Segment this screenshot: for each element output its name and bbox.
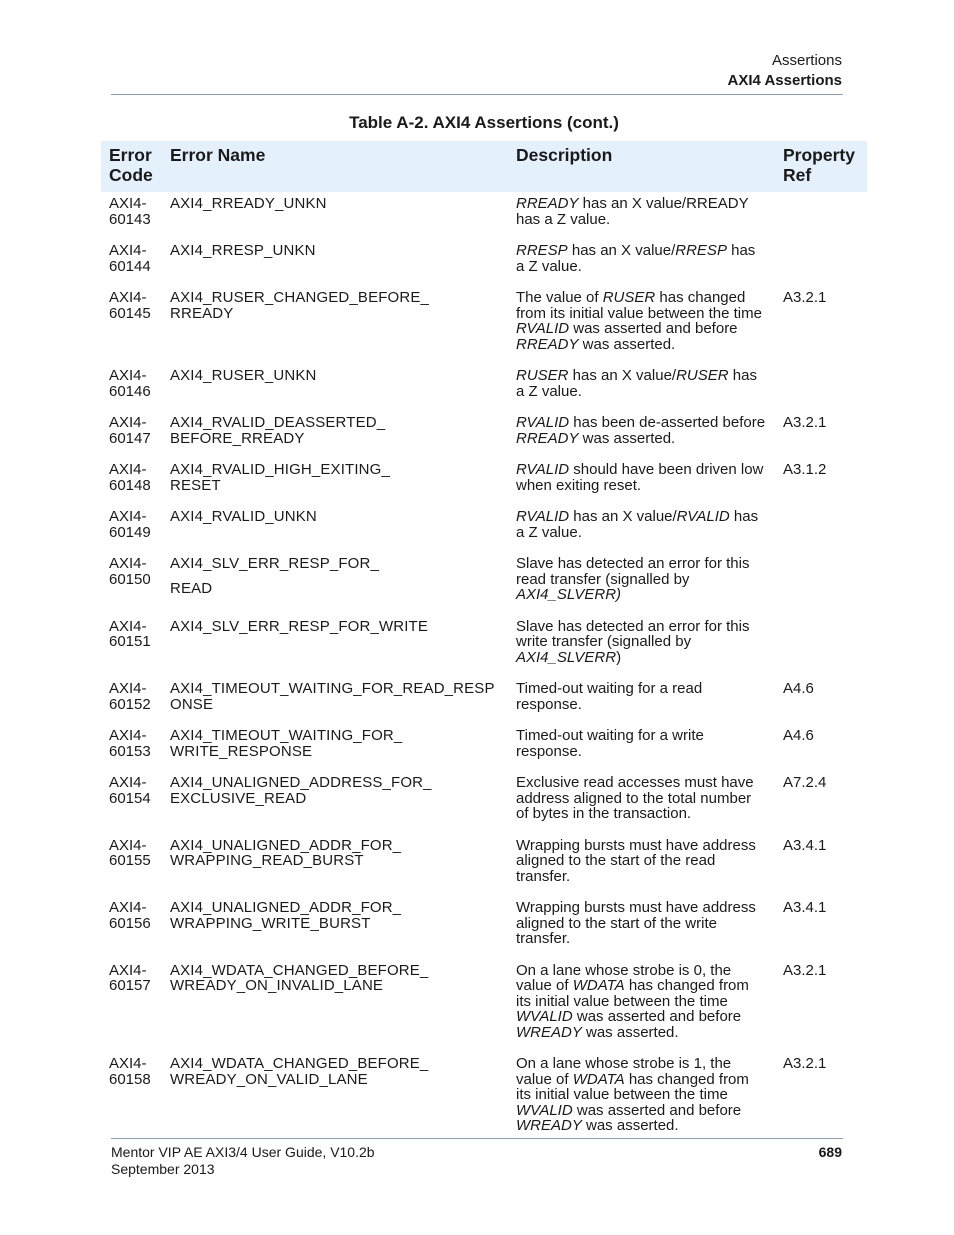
table-row: [101, 771, 867, 834]
error-code-part: AXI4-: [109, 727, 147, 744]
signal-name: RUSER: [676, 367, 729, 384]
error-code-part: AXI4-: [109, 367, 147, 384]
table-row: [101, 552, 867, 615]
signal-name: WREADY: [516, 1117, 582, 1134]
description-text: Wrapping bursts must have address aligned to the start of the read transfer.: [516, 836, 756, 885]
description-cell: [508, 1052, 775, 1146]
section-title: AXI4 Assertions: [727, 72, 842, 89]
error-name-part: ONSE: [170, 695, 214, 713]
property-ref-cell: [775, 192, 867, 239]
error-code-part: 60152: [109, 695, 151, 713]
error-name-part: AXI4_WDATA_CHANGED_BEFORE_: [170, 961, 429, 979]
footer-rule: [111, 1138, 843, 1139]
description-text: The value of: [516, 289, 603, 306]
table-row: [101, 896, 867, 959]
description-text: was asserted.: [578, 429, 676, 447]
description-cell: [508, 364, 775, 411]
error-name-part: WRITE_RESPONSE: [170, 742, 313, 760]
description-text: ): [616, 648, 622, 666]
error-code-cell: [101, 286, 162, 364]
error-code-part: AXI4-: [109, 289, 147, 306]
header-rule: [111, 94, 843, 95]
error-code-part: AXI4-: [109, 680, 147, 697]
signal-name: RVALID: [516, 461, 570, 478]
error-code-cell: [101, 411, 162, 458]
error-name-part: AXI4_RVALID_HIGH_EXITING_: [170, 461, 390, 478]
error-code-cell: [101, 192, 162, 239]
error-code-part: 60157: [109, 977, 151, 994]
signal-name: RVALID: [516, 508, 570, 525]
error-code-cell: [101, 364, 162, 411]
description-text: Timed-out waiting for a read response.: [516, 680, 703, 713]
property-ref-cell: A4.6: [783, 680, 814, 697]
error-name-cell: [162, 724, 508, 771]
column-header-property-ref: [775, 141, 867, 192]
error-code-part: 60143: [109, 210, 151, 228]
table-row: [101, 677, 867, 724]
error-name-part: WRAPPING_WRITE_BURST: [170, 914, 371, 932]
description-text: has a Z value.: [516, 367, 757, 400]
error-code-cell: [101, 834, 162, 897]
property-ref-cell: [775, 505, 867, 552]
description-cell: [508, 677, 775, 724]
table-row: [101, 615, 867, 678]
error-code-cell: [101, 677, 162, 724]
error-name-cell: [162, 505, 508, 552]
property-ref-cell: A4.6: [783, 727, 814, 744]
error-name-cell: [162, 286, 508, 364]
error-code-part: AXI4-: [109, 461, 147, 478]
description-text: has an X value/: [567, 242, 676, 259]
signal-name: RRESP: [675, 242, 727, 259]
error-name-part: READ: [170, 579, 213, 597]
error-code-cell: [101, 896, 162, 959]
description-cell: [508, 192, 775, 239]
error-name-part: AXI4_RVALID_UNKN: [170, 508, 317, 525]
error-name-part: AXI4_SLV_ERR_RESP_FOR_: [170, 555, 379, 572]
error-name-part: WRAPPING_READ_BURST: [170, 852, 364, 869]
description-cell: [508, 771, 775, 834]
signal-name: WREADY: [516, 1023, 582, 1041]
assertions-table: [101, 141, 867, 1146]
error-name-cell: [162, 834, 508, 897]
description-cell: [508, 615, 775, 678]
error-name-part: AXI4_RRESP_UNKN: [170, 242, 316, 259]
signal-name: RREADY: [516, 335, 579, 353]
error-name-cell: [162, 552, 508, 615]
error-code-part: 60146: [109, 382, 151, 400]
column-header-error-name: Error Name: [162, 141, 508, 192]
table-row: [101, 239, 867, 286]
table-row: [101, 286, 867, 364]
error-name-part: AXI4_UNALIGNED_ADDRESS_FOR_: [170, 774, 432, 791]
signal-name: AXI4_SLVERR: [516, 648, 617, 666]
column-header-description: Description: [508, 141, 775, 192]
error-name-part: RREADY: [170, 304, 234, 322]
description-cell: [508, 724, 775, 771]
footer-info: [111, 1144, 375, 1178]
column-header-error-code: [101, 141, 162, 192]
property-ref-cell: A3.2.1: [783, 414, 827, 431]
column-header-property-ref-line1: Property: [783, 145, 855, 165]
error-code-part: AXI4-: [109, 774, 147, 791]
error-name-part: WREADY_ON_VALID_LANE: [170, 1070, 368, 1088]
error-name-part: AXI4_RUSER_UNKN: [170, 367, 317, 384]
description-text: On a lane whose strobe is 0, the value of: [516, 961, 732, 994]
table-row: [101, 959, 867, 1053]
property-ref-cell: [775, 364, 867, 411]
description-text: has changed from its initial value between the time: [516, 977, 749, 1010]
error-name-part: AXI4_RVALID_DEASSERTED_: [170, 414, 386, 431]
error-name-cell: [162, 192, 508, 239]
property-ref-cell: [775, 615, 867, 678]
signal-name: WVALID: [516, 1101, 573, 1119]
error-code-part: AXI4-: [109, 195, 147, 212]
error-code-part: 60158: [109, 1070, 151, 1088]
property-ref-cell: A3.4.1: [783, 836, 827, 854]
error-code-part: 60147: [109, 429, 151, 447]
signal-name: RVALID: [516, 414, 570, 431]
error-name-part: WREADY_ON_INVALID_LANE: [170, 977, 384, 994]
description-cell: [508, 239, 775, 286]
table-row: [101, 505, 867, 552]
error-name-part: EXCLUSIVE_READ: [170, 789, 307, 807]
description-cell: [508, 411, 775, 458]
page-number: 689: [818, 1144, 842, 1160]
description-text: was asserted.: [581, 1023, 679, 1041]
error-code-part: 60149: [109, 523, 151, 541]
signal-name: WDATA: [572, 1070, 625, 1088]
signal-name: RRESP: [516, 242, 568, 259]
error-name-part: AXI4_TIMEOUT_WAITING_FOR_: [170, 727, 403, 744]
error-code-part: 60155: [109, 852, 151, 869]
description-text: has an X value/RREADY has a Z value.: [516, 195, 749, 228]
description-text: Timed-out waiting for a write response.: [516, 727, 704, 760]
error-name-cell: [162, 677, 508, 724]
error-code-part: 60156: [109, 914, 151, 932]
error-code-part: 60144: [109, 257, 151, 275]
description-text: was asserted and before: [572, 1008, 742, 1025]
table-row: [101, 411, 867, 458]
error-code-cell: [101, 771, 162, 834]
description-text: has changed from its initial value between the time: [516, 289, 762, 322]
description-text: was asserted.: [581, 1117, 679, 1134]
signal-name: RUSER: [516, 367, 569, 384]
description-cell: [508, 505, 775, 552]
description-text: has been de-asserted before: [569, 414, 766, 431]
description-text: has a Z value.: [516, 242, 756, 275]
error-code-cell: [101, 552, 162, 615]
signal-name: RUSER: [602, 289, 656, 306]
error-code-part: AXI4-: [109, 617, 147, 635]
error-name-part: AXI4_RUSER_CHANGED_BEFORE_: [170, 289, 429, 306]
error-name-part: AXI4_SLV_ERR_RESP_FOR_WRITE: [170, 617, 429, 635]
description-text: was asserted.: [578, 335, 676, 353]
table-row: [101, 834, 867, 897]
error-code-cell: [101, 458, 162, 505]
error-code-part: AXI4-: [109, 508, 147, 525]
table-title: Table A-2. AXI4 Assertions (cont.): [349, 113, 619, 132]
description-text: should have been driven low when exiting reset.: [516, 461, 764, 494]
error-name-part: AXI4_RREADY_UNKN: [170, 195, 327, 212]
running-header: [728, 51, 843, 91]
error-name-part: AXI4_TIMEOUT_WAITING_FOR_READ_RESP: [170, 680, 495, 697]
property-ref-cell: A3.2.1: [783, 961, 827, 979]
error-name-part: BEFORE_RREADY: [170, 429, 305, 447]
description-text: was asserted and before: [569, 320, 738, 337]
table-header-row: [101, 141, 867, 192]
error-code-cell: [101, 959, 162, 1053]
error-name-part: AXI4_WDATA_CHANGED_BEFORE_: [170, 1055, 429, 1072]
error-code-part: AXI4-: [109, 836, 147, 854]
signal-name: WVALID: [516, 1008, 573, 1025]
description-text: Exclusive read accesses must have address aligned to the total number of bytes in the transaction.: [516, 774, 754, 822]
error-code-part: 60148: [109, 476, 151, 494]
error-name-cell: [162, 364, 508, 411]
property-ref-cell: A3.2.1: [783, 289, 827, 306]
error-code-cell: [101, 239, 162, 286]
error-code-part: AXI4-: [109, 242, 147, 259]
table-row: [101, 458, 867, 505]
error-name-part: AXI4_UNALIGNED_ADDR_FOR_: [170, 836, 402, 854]
description-text: Slave has detected an error for this read transfer (signalled by: [516, 555, 750, 588]
description-text: was asserted and before: [572, 1101, 742, 1119]
description-text: has an X value/: [569, 508, 677, 525]
table-row: [101, 724, 867, 771]
error-code-part: AXI4-: [109, 555, 147, 572]
signal-name: RVALID: [516, 320, 570, 337]
description-cell: [508, 458, 775, 505]
error-name-cell: [162, 959, 508, 1053]
error-code-cell: [101, 1052, 162, 1146]
error-code-part: 60153: [109, 742, 151, 760]
description-text: has a Z value.: [516, 508, 759, 541]
error-name-cell: [162, 1052, 508, 1146]
property-ref-cell: A7.2.4: [783, 774, 827, 791]
error-code-part: 60154: [109, 789, 151, 807]
signal-name: RREADY: [516, 195, 579, 212]
signal-name: RREADY: [516, 429, 579, 447]
table-row: [101, 1052, 867, 1146]
error-name-part: AXI4_UNALIGNED_ADDR_FOR_: [170, 899, 402, 916]
error-code-cell: [101, 505, 162, 552]
error-code-part: AXI4-: [109, 961, 147, 979]
error-code-part: 60150: [109, 570, 151, 588]
property-ref-cell: A3.2.1: [783, 1055, 827, 1072]
description-text: has changed from its initial value between the time: [516, 1070, 749, 1103]
error-code-cell: [101, 615, 162, 678]
error-name-cell: [162, 615, 508, 678]
error-name-part: RESET: [170, 476, 221, 494]
footer-date: September 2013: [111, 1161, 215, 1177]
error-name-cell: [162, 239, 508, 286]
signal-name: RVALID: [676, 508, 730, 525]
property-ref-cell: [775, 552, 867, 615]
property-ref-cell: A3.1.2: [783, 461, 827, 478]
description-cell: [508, 896, 775, 959]
description-text: On a lane whose strobe is 1, the value of: [516, 1055, 732, 1088]
description-cell: [508, 834, 775, 897]
error-code-part: AXI4-: [109, 1055, 147, 1072]
footer-guide-title: Mentor VIP AE AXI3/4 User Guide, V10.2b: [111, 1144, 375, 1160]
error-name-cell: [162, 771, 508, 834]
description-cell: [508, 286, 775, 364]
column-header-error-code-line1: Error: [109, 145, 152, 165]
table-row: [101, 192, 867, 239]
error-code-part: 60145: [109, 304, 151, 322]
table-row: [101, 364, 867, 411]
description-text: Slave has detected an error for this write transfer (signalled by: [516, 617, 750, 650]
signal-name: AXI4_SLVERR): [516, 586, 622, 603]
error-code-part: AXI4-: [109, 899, 147, 916]
table-body: [101, 192, 867, 1146]
column-header-error-code-line2: Code: [109, 165, 153, 185]
column-header-property-ref-line2: Ref: [783, 165, 812, 185]
property-ref-cell: [775, 239, 867, 286]
signal-name: WDATA: [572, 977, 625, 994]
description-text: has an X value/: [568, 367, 677, 384]
error-code-part: AXI4-: [109, 414, 147, 431]
error-code-part: 60151: [109, 633, 151, 650]
error-code-cell: [101, 724, 162, 771]
description-cell: [508, 959, 775, 1053]
description-cell: [508, 552, 775, 615]
error-name-cell: [162, 896, 508, 959]
chapter-title: Assertions: [771, 52, 842, 69]
property-ref-cell: A3.4.1: [783, 899, 827, 916]
description-text: Wrapping bursts must have address aligned to the start of the write transfer.: [516, 899, 756, 947]
error-name-cell: [162, 411, 508, 458]
error-name-cell: [162, 458, 508, 505]
